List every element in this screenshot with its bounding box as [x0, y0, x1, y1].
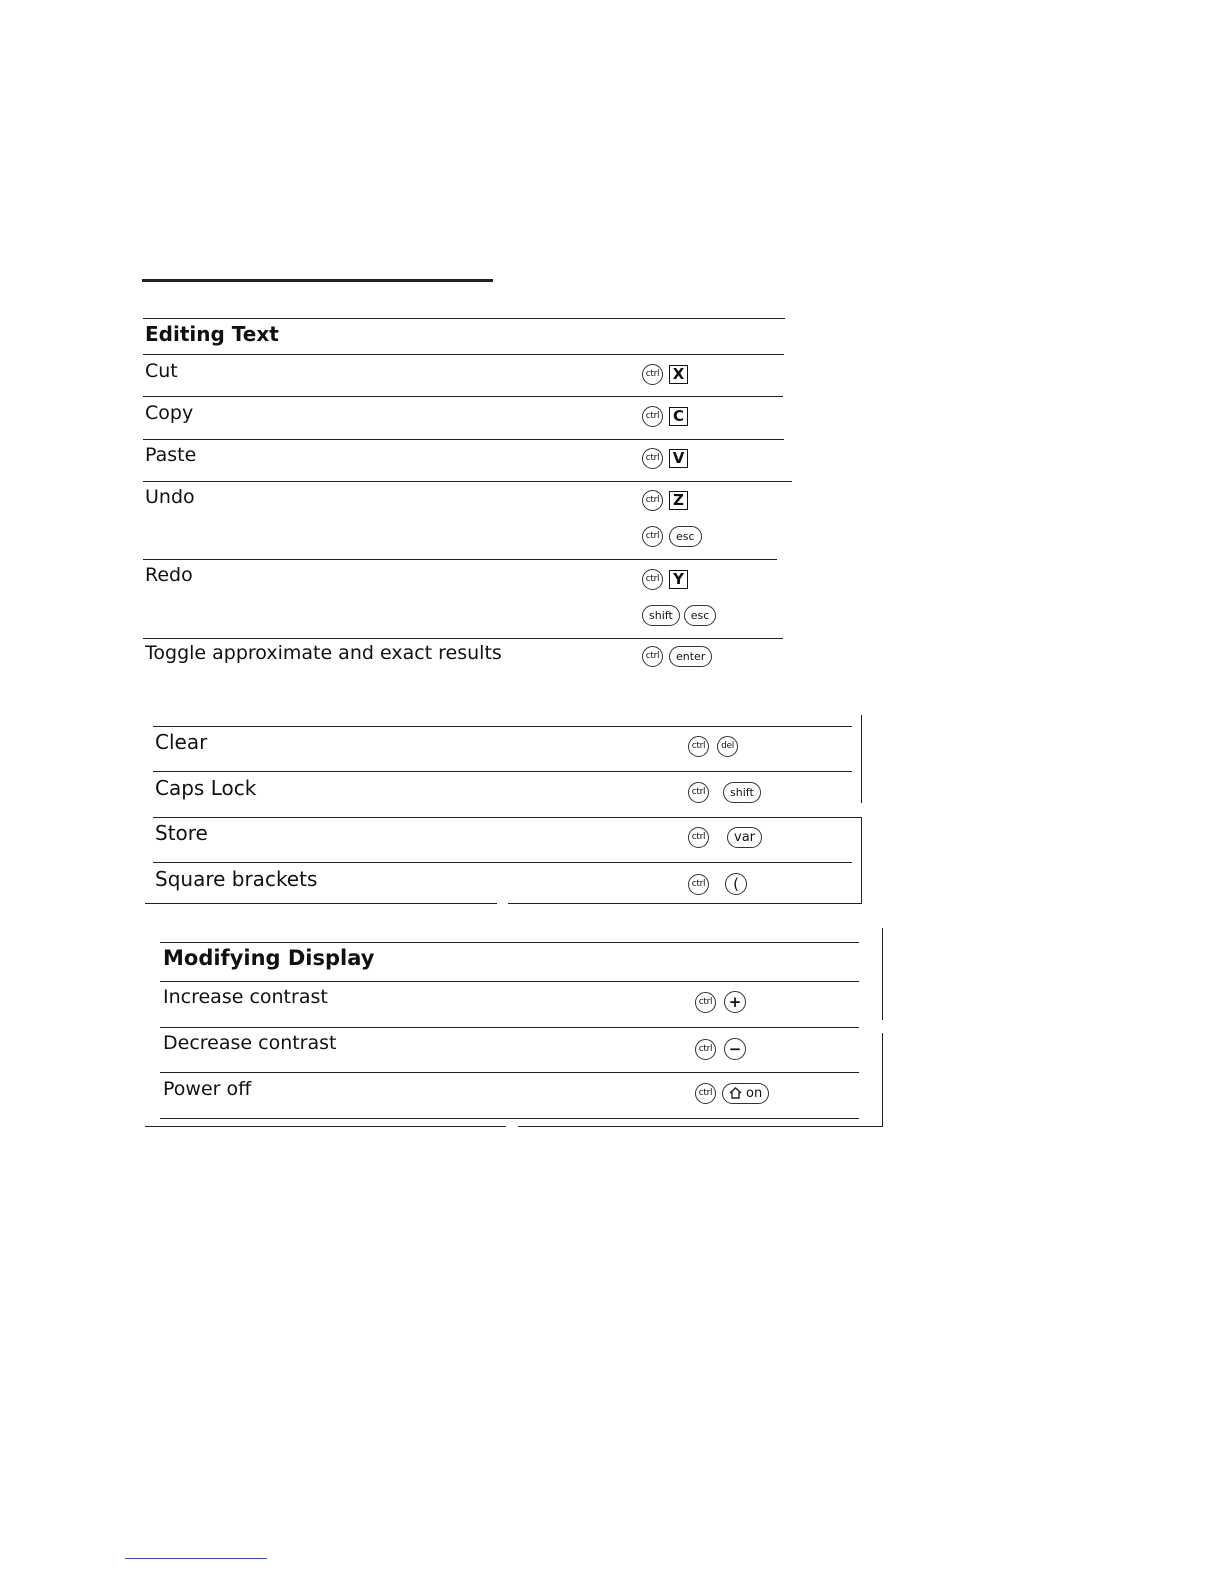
row-square-brackets-keys — [688, 873, 747, 895]
open-paren-key-icon: ( — [725, 873, 747, 895]
minus-key-icon: − — [724, 1038, 746, 1060]
modifying-display-heading: Modifying Display — [163, 946, 375, 970]
on-label: on — [746, 1085, 763, 1101]
row-clear-keys — [688, 735, 744, 757]
ctrl-key-icon: ctrl — [688, 827, 709, 848]
ctrl-key-icon: ctrl — [642, 569, 663, 590]
row-store-keys — [688, 826, 766, 848]
del-key-icon: del — [717, 736, 738, 757]
plus-key-icon: + — [724, 991, 746, 1013]
row-power-off-keys — [695, 1082, 773, 1104]
row-redo-label: Redo — [145, 564, 193, 586]
divider — [145, 1126, 506, 1127]
ctrl-key-icon: ctrl — [695, 1083, 716, 1104]
divider — [153, 726, 852, 727]
divider — [143, 318, 785, 319]
top-rule — [142, 279, 493, 282]
x-key-icon: X — [669, 365, 688, 384]
esc-key-icon: esc — [669, 526, 702, 547]
divider — [518, 1126, 882, 1127]
divider — [145, 903, 497, 904]
row-undo-keys-1 — [642, 489, 688, 511]
divider — [143, 396, 783, 397]
divider — [160, 1072, 859, 1073]
divider — [160, 1118, 859, 1119]
v-key-icon: V — [669, 449, 688, 468]
row-undo-label: Undo — [145, 486, 195, 508]
frame-edge — [861, 817, 862, 904]
divider — [153, 817, 861, 818]
row-copy-keys — [642, 405, 688, 427]
row-power-off-label: Power off — [163, 1078, 252, 1100]
divider — [143, 559, 777, 560]
row-square-brackets-label: Square brackets — [155, 867, 318, 891]
frame-edge — [861, 715, 862, 803]
row-increase-contrast-keys — [695, 991, 746, 1013]
ctrl-key-icon: ctrl — [688, 874, 709, 895]
row-caps-lock-label: Caps Lock — [155, 776, 257, 800]
divider — [143, 439, 784, 440]
row-undo-keys-2 — [642, 525, 706, 547]
ctrl-key-icon: ctrl — [642, 406, 663, 427]
frame-edge — [882, 928, 883, 1020]
ctrl-key-icon: ctrl — [642, 526, 663, 547]
row-clear-label: Clear — [155, 730, 208, 754]
shift-key-icon: shift — [723, 782, 761, 803]
esc-key-icon: esc — [684, 605, 717, 626]
row-caps-lock-keys — [688, 781, 765, 803]
frame-edge — [882, 1033, 883, 1127]
divider — [160, 981, 859, 982]
row-redo-keys-1 — [642, 568, 688, 590]
row-decrease-contrast-label: Decrease contrast — [163, 1032, 337, 1054]
ctrl-key-icon: ctrl — [642, 448, 663, 469]
enter-key-icon: enter — [669, 646, 712, 667]
var-key-icon: var — [727, 827, 762, 848]
row-paste-keys — [642, 447, 688, 469]
row-paste-label: Paste — [145, 444, 197, 466]
divider — [160, 942, 859, 943]
home-icon — [729, 1087, 742, 1099]
divider — [143, 638, 783, 639]
divider — [143, 354, 784, 355]
y-key-icon: Y — [669, 570, 688, 589]
footnote-rule — [125, 1558, 267, 1559]
divider — [153, 862, 852, 863]
ctrl-key-icon: ctrl — [695, 992, 716, 1013]
editing-text-heading: Editing Text — [145, 322, 279, 346]
ctrl-key-icon: ctrl — [688, 736, 709, 757]
divider — [153, 771, 852, 772]
ctrl-key-icon: ctrl — [642, 490, 663, 511]
divider — [160, 1027, 859, 1028]
home-on-key-icon — [722, 1083, 769, 1104]
ctrl-key-icon: ctrl — [695, 1039, 716, 1060]
c-key-icon: C — [669, 407, 688, 426]
ctrl-key-icon: ctrl — [688, 782, 709, 803]
shift-key-icon: shift — [642, 605, 680, 626]
row-cut-keys — [642, 363, 688, 385]
row-redo-keys-2 — [642, 604, 720, 626]
row-cut-label: Cut — [145, 360, 178, 382]
row-increase-contrast-label: Increase contrast — [163, 986, 328, 1008]
ctrl-key-icon: ctrl — [642, 364, 663, 385]
ctrl-key-icon: ctrl — [642, 646, 663, 667]
row-toggle-keys — [642, 645, 716, 667]
row-toggle-label: Toggle approximate and exact results — [145, 642, 502, 664]
divider — [508, 903, 862, 904]
row-decrease-contrast-keys — [695, 1038, 746, 1060]
row-store-label: Store — [155, 821, 208, 845]
row-copy-label: Copy — [145, 402, 194, 424]
z-key-icon: Z — [669, 491, 688, 510]
divider — [143, 481, 792, 482]
